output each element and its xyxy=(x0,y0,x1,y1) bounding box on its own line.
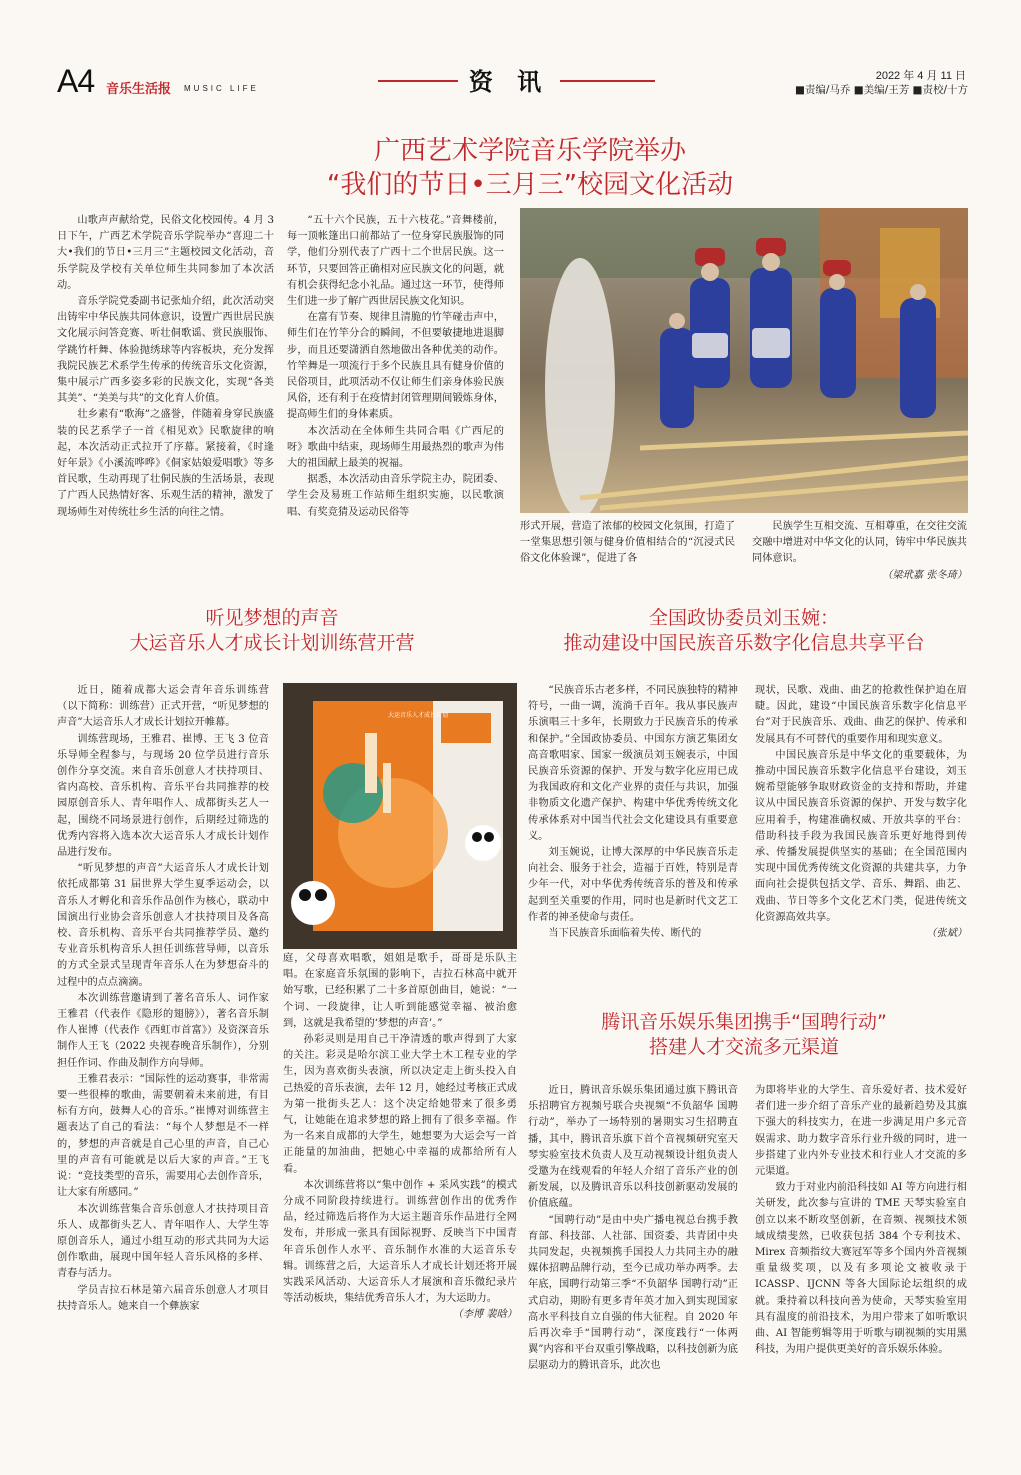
paragraph: 王雅君表示：“国际性的运动赛事，非常需要一些很棒的歌曲，需要朝着未来前进，有目标有方向，鼓舞人心的音乐。”崔博对训练营主题表达了自己的看法：“每个人梦想是不一样的，梦想的声音就是自己心里的声音，自己心里的声音有可能就是以后大家的声音。”王飞说：“竞技类型的音乐，需要用心去创作音乐，让大家有所感同。” xyxy=(57,1073,269,1199)
paragraph: 孙彩灵则是用自己干净清透的歌声得到了大家的关注。彩灵是哈尔滨工业大学土木工程专业的学生，因为喜欢街头表演，所以决定走上街头投入自己热爱的音乐表演，去年 12 月，她经过考核正式成为第一批街头艺人：这个决定给她带来了很多勇气，让她能在追求梦想的路上拥有了很多幸福。作为一名来自成都的大学生，她想要为大运会写一首正能量的加油曲，把她心中幸福的成都给所有人看。 xyxy=(283,1034,517,1175)
paragraph: “五十六个民族，五十六枝花。”音舞楼前，每一顶帐篷出口前都站了一位身穿民族服饰的同学，他们分别代表了广西十二个世居民族。这一环节，只要回答正确相对应民族文化的问题，就有机会获得纪念小礼品。通过这一环节，使得师生们进一步了解广西世居民族文化知识。 xyxy=(287,215,504,308)
paragraph: 现状，民歌、戏曲、曲艺的抢救性保护迫在眉睫。因此，建设“中国民族音乐数字化信息平台”对于民族音乐、戏曲、曲艺的保护、传承和发展具有不可替代的重要作用和现实意义。 xyxy=(755,685,967,745)
paragraph: 学员吉拉石林是第六届音乐创意人才项目扶持音乐人。她来自一个彝族家 xyxy=(57,1284,269,1312)
article1-title-line2: “我们的节日•三月三”校园文化活动 xyxy=(326,169,734,200)
paragraph: 当下民族音乐面临着失传、断代的 xyxy=(548,928,702,940)
article1-column1 xyxy=(57,213,274,521)
paper-english-name: MUSIC LIFE xyxy=(184,84,259,93)
paragraph: 据悉，本次活动由音乐学院主办，院团委、学生会及易班工作站师生组织实施，以民歌演唱、有奖竞猜及运动民俗等 xyxy=(287,474,504,518)
paragraph: 庭，父母喜欢唱歌，姐姐是歌手，哥哥是乐队主唱。在家庭音乐氛围的影响下，吉拉石林高中就开始写歌，已经积累了二十多首原创曲目，她说：“一个词、一段旋律，让人听到能感觉幸福、被治愈到，这就是我希望的‘梦想的声音’。” xyxy=(283,953,517,1029)
paragraph: 本次活动在全体师生共同合唱《广西尼的呀》歌曲中结束，现场师生用最热烈的歌声为伟大的祖国献上最美的祝福。 xyxy=(287,425,504,470)
article3-byline: （张斌） xyxy=(926,928,967,940)
paragraph: 致力于对业内前沿科技如 AI 等方向进行相关研发，此次参与宣讲的 TME 天琴实验室自创立以来不断攻坚创新，在音频、视频技术领域成绩斐然，已收获包括 384 个专利技术、Mirex 音频指纹大赛冠军等多个国内外音视频重量级奖项，以及有多项论文被收录于 ICASSP、IJCNN 等各大国际论坛组织的成就。秉持着以科技向善为使命，天琴实验室用具有温度的前沿技术，为用户带来了如听歌识曲、AI 智能剪辑等用于听歌与刷视频的实用黑科技，为用户提供更美好的音乐娱乐体验。 xyxy=(755,1182,967,1356)
article3-headline xyxy=(520,606,968,655)
article3-title-line2: 推动建设中国民族音乐数字化信息共享平台 xyxy=(563,631,925,654)
article4-title-line2: 搭建人才交流多元渠道 xyxy=(648,1035,839,1058)
paragraph: 壮乡素有“歌海”之盛誉，伴随着身穿民族盛装的民艺系学子一首《相见欢》民歌旋律的响起，本次活动正式拉开了序幕。紧接着，《时逢好年景》《小溪流哗哗》《侗家姑娘爱唱歌》等多首民歌，生动再现了壮侗民族的生活场景，表现了广西人民热情好客、乐观生活的精神，激发了现场师生对传统壮乡生活的向往之情。 xyxy=(57,409,274,518)
issue-date: 2022 年 4 月 11 日 xyxy=(875,70,966,82)
article2-column2 xyxy=(283,951,517,1324)
editors-credit: ■责编/马乔 ■美编/王芳 ■责校/十方 xyxy=(794,84,968,96)
article4-column1 xyxy=(528,1083,738,1375)
article1-column3 xyxy=(520,519,735,568)
paragraph: 刘玉婉说，让博大深厚的中华民族音乐走向社会、服务于社会，造福于百姓，特别是青少年一代，对中华优秀传统音乐的普及和传承起到至关重要的作用，同时也是新时代文艺工作者的神圣使命与责任。 xyxy=(528,847,738,923)
article1-headline xyxy=(230,135,830,203)
paragraph: 近日，随着成都大运会青年音乐训练营（以下简称：训练营）正式开营，“听见梦想的声音”大运音乐人才成长计划拉开帷幕。 xyxy=(57,685,269,729)
article3-column2 xyxy=(755,683,967,942)
paragraph: “国聘行动”是由中央广播电视总台携手教育部、科技部、人社部、国资委、共青团中央共同发起，央视频携手国投人力共同主办的融媒体招聘品牌行动，至今已成功举办两季。去年底，国聘行动第三季“不负韶华 国聘行动”正式启动，期盼有更多青年英才加入到实现国家高水平科技自立自强的伟大征程。自 2020 年后再次牵手“国聘行动”，深度践行“一体两翼”内容和平台双重引擎战略，以科技创新为底层驱动力的腾讯音乐，此次也 xyxy=(528,1214,738,1372)
paragraph: “民族音乐古老多样，不同民族独特的精神符号，一曲一调，流淌千百年。我从事民族声乐演唱三十多年，长期致力于民族音乐的传承和保护。”全国政协委员、中国东方演艺集团女高音歌唱家、国家一级演员刘玉婉表示，中国民族音乐资源的保护、开发与数字化应用已成为我国政府和文化产业界的责任与共识，加强非物质文化遗产保护、构建中华优秀传统文化传承体系对中国当代社会文化建设具有重要意义。 xyxy=(528,685,738,842)
paragraph: 训练营现场，王雅君、崔博、王飞 3 位音乐导师全程参与，与现场 20 位学员进行音乐创作分享交流。来自音乐创意人才扶持项目、省内高校、音乐机构、音乐平台共同推荐的校园原创音乐人、青年唱作人、成都街头艺人一起，围绕不同场景进行创作，后期经过筛选的优秀内容将入选本次大运音乐人才成长计划作品进行发布。 xyxy=(57,733,269,859)
article4-title-line1: 腾讯音乐娱乐集团携手“国聘行动” xyxy=(601,1011,887,1033)
article4-headline xyxy=(520,1010,968,1059)
paragraph: 本次训练营将以“集中创作 + 采风实践”的模式分成不同阶段持续进行。训练营创作出的优秀作品，经过筛选后将作为大运主题音乐作品进行全网发布，并形成一张具有国际视野、反映当下中国青年音乐创作人水平、音乐制作水准的大运音乐专辑。训练营之后，大运音乐人才成长计划还将开展实践采风活动、大运音乐人才展演和音乐微纪录片等活动板块，集结优秀音乐人才，为大运助力。 xyxy=(283,1179,517,1305)
paragraph: 形式开展，营造了浓郁的校园文化氛围，打造了一堂集思想引领与健身价值相结合的“沉浸式民俗文化体验课”，促进了各 xyxy=(520,521,735,565)
page-number: A4 xyxy=(57,63,95,99)
article2-title-line2: 大运音乐人才成长计划训练营开营 xyxy=(129,631,415,654)
bamboo-dance-photo xyxy=(520,208,968,513)
section-title: 资 讯 xyxy=(468,68,550,96)
article3-column1 xyxy=(528,683,738,942)
training-camp-poster-photo xyxy=(283,683,517,949)
article3-title-line1: 全国政协委员刘玉婉： xyxy=(648,607,839,629)
article2-byline: （李博 裴晗） xyxy=(452,1309,517,1321)
paragraph: 本次训练营集合音乐创意人才扶持项目音乐人、成都街头艺人、青年唱作人、大学生等原创音乐人，通过小组互动的形式共同为大运创作歌曲，展现中国年轻人音乐风格的多样、青春与活力。 xyxy=(57,1203,269,1280)
paragraph: 民族学生互相交流、互相尊重，在交往交流交融中增进对中华文化的认同，铸牢中华民族共同体意识。 xyxy=(752,521,967,565)
article1-column4 xyxy=(752,519,967,584)
section-rule-right xyxy=(560,80,655,82)
article1-column2 xyxy=(287,213,504,521)
article1-byline: （梁玳嘉 张冬琦） xyxy=(882,569,967,581)
paragraph: “听见梦想的声音”大运音乐人才成长计划依托成都第 31 届世界大学生夏季运动会，以音乐人才孵化和音乐作品创作为核心，联动中国演出行业协会音乐创意人才扶持项目及各高校、音乐机构、音乐平台共同推荐学员、邀约专业音乐机构音乐人担任训练营导师，以音乐的方式全景式呈现青年音乐人在为梦想奋斗的过程中的点点滴滴。 xyxy=(57,863,269,988)
poster-caption: 大运音乐人才成长计划 xyxy=(388,712,449,719)
paragraph: 音乐学院党委副书记张灿介绍，此次活动突出铸牢中华民族共同体意识，设置广西世居民族文化展示问答竞赛、听壮侗歌谣、赏民族服饰、学跳竹杆舞、体验抛绣球等内容板块，充分发挥我院民族艺术系学生传承的传统音乐文化资源，集中展示广西多姿多彩的民族文化，实现“各美其美”、“美美与共”的文化育人价值。 xyxy=(57,296,274,405)
paragraph: 近日，腾讯音乐娱乐集团通过旗下腾讯音乐招聘官方视频号联合央视频“不负韶华 国聘行动”，举办了一场特别的暑期实习生招聘直播，其中，腾讯音乐旗下首个音视频研究室天琴实验室技术负责人及互动视频设计组负责人受邀为在线观看的年轻人介绍了音乐产业的创新发展，以及腾讯音乐以科技创新驱动发展的价值底蕴。 xyxy=(528,1085,738,1210)
article4-column2 xyxy=(755,1083,967,1358)
paragraph: 中国民族音乐是中华文化的重要载体，为推动中国民族音乐数字化信息平台建设，刘玉婉希望能够争取财政资金的支持和帮助，并建议从中国民族音乐资源的保护、开发与数字化应用着手，构建准确权威、开放共享的平台：借助科技手段为我国民族音乐更好地得到传承、传播发展提供坚实的基础；在全国范围内实现中国优秀传统文化资源的共建共享，力争面向社会提供包括文学、音乐、舞蹈、曲艺、戏曲、节日等多个文化艺术门类，促进传统文化资源高效共享。 xyxy=(755,749,967,923)
paragraph: 本次训练营邀请到了著名音乐人、词作家王雅君（代表作《隐形的翅膀》），著名音乐制作人崔博（代表作《西虹市首富》）及资深音乐制作人王飞（2022 央视春晚音乐制作），分别担任作词、作曲及制作方向导师。 xyxy=(57,992,269,1069)
article2-title-line1: 听见梦想的声音 xyxy=(205,607,339,629)
paragraph: 山歌声声献给党，民俗文化校园传。4 月 3 日下午，广西艺术学院音乐学院举办“喜迎二十大•我们的节日•三月三”主题校园文化活动，音乐学院及学校有关单位师生共同参加了本次活动。 xyxy=(57,215,274,291)
section-rule-left xyxy=(378,80,458,82)
article2-column1 xyxy=(57,683,269,1315)
paragraph: 为即将毕业的大学生、音乐爱好者、技术爱好者们进一步介绍了音乐产业的最新趋势及其旗下强大的科技实力，在进一步满足用户多元音娱需求、助力数字音乐行业升级的同时，进一步搭建了业内外专业技术和行业人才交流的多元渠道。 xyxy=(755,1085,967,1178)
paper-name: 音乐生活报 xyxy=(106,82,172,97)
paragraph: 在富有节奏、规律且清脆的竹竿碰击声中，师生们在竹竿分合的瞬间，不但要敏捷地进退脚步，而且还要潇洒自然地做出各种优美的动作。竹竿舞是一项流行于多个民族且具有健身价值的民俗项目，此项活动不仅让师生们亲身体验民族风俗，还有利于在疫情封闭管理期间锻炼身体，提高师生们的身体素质。 xyxy=(287,312,504,421)
article1-title-line1: 广西艺术学院音乐学院举办 xyxy=(373,136,686,166)
article2-headline xyxy=(57,606,487,655)
